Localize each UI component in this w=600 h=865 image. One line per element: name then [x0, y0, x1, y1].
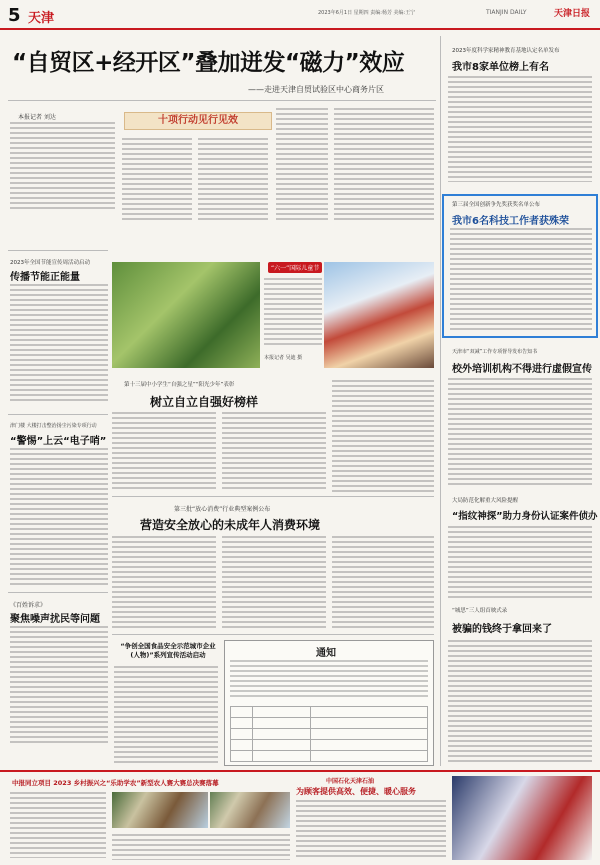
right-story1-text — [448, 76, 592, 182]
table-row-line — [230, 750, 428, 751]
lead-text-col4 — [276, 108, 328, 223]
right-story4-text — [448, 526, 592, 598]
page-header — [0, 0, 600, 30]
mid-story-text3 — [332, 536, 434, 628]
ad2-photo — [452, 776, 592, 860]
paper-name-latin: TIANJIN DAILY — [486, 9, 527, 16]
divider — [8, 414, 108, 415]
lead-text-col5 — [334, 108, 434, 223]
table-col-line — [252, 706, 253, 762]
photo-story-kicker: 第十三届中小学生“自强之星”“阳光少年”表彰 — [124, 382, 235, 388]
food-safety-text — [114, 666, 218, 764]
lead-text-col3 — [198, 138, 268, 220]
ad2-title: 为顾客提供高效、便捷、暖心服务 — [296, 787, 416, 796]
ad2-text — [296, 800, 446, 860]
notice-text — [230, 660, 428, 700]
ad2-kicker: 中国石化天津石油 — [326, 778, 375, 785]
photo-story-text1 — [112, 412, 216, 492]
right-story5-kicker: “城思”三人组首映式录 — [452, 608, 508, 614]
divider — [8, 592, 108, 593]
right-story1-title: 我市8家单位榜上有名 — [452, 62, 549, 73]
left-story1-title: 传播节能正能量 — [10, 272, 80, 283]
ad1-text2 — [112, 834, 290, 860]
divider — [8, 250, 108, 251]
section-name: 天津 — [28, 11, 55, 26]
column-divider — [440, 36, 441, 766]
lead-subhead: ——走进天津自贸试验区中心商务片区 — [248, 85, 384, 94]
photo-story-title: 树立自立自强好榜样 — [150, 395, 259, 409]
page-number: 5 — [8, 5, 21, 26]
table-row-line — [230, 717, 428, 718]
ad1-title: 中报同立项目 2023 乡村振兴之“乐助学农”新型农人赛大赛总决赛落幕 — [12, 779, 219, 787]
right-story3-kicker: 天津市“双减”工作专项督导发布告知书 — [452, 349, 538, 355]
paper-logo: 天津日报 — [554, 9, 591, 19]
right-story5-title: 被骗的钱终于拿回来了 — [452, 624, 552, 635]
ad1-photo2 — [210, 792, 290, 828]
greenhouse-photo — [112, 262, 260, 368]
food-safety-title: “争创全国食品安全示范城市企业(人物)”系列宣传活动启动 — [120, 642, 216, 659]
right-story2-kicker: 第三届全国创新争先奖获奖名单公布 — [452, 202, 541, 208]
ad1-photo — [112, 792, 208, 828]
table-row-line — [230, 728, 428, 729]
photo-tag: “六一”国际儿童节 — [268, 262, 322, 273]
lead-text-col2 — [122, 138, 192, 220]
left-story2-kicker: 津门楼 大楼打击整治扬尘污染专项行动 — [10, 423, 97, 429]
left-story3-kicker: 《百姓诉求》 — [10, 602, 47, 609]
table-row-line — [230, 739, 428, 740]
left-story3-title: 聚焦噪声扰民等问题 — [10, 614, 100, 625]
photo-story-text2 — [222, 412, 326, 492]
right-story1-kicker: 2023年度科学家精神教育基地认定名单发布 — [452, 48, 560, 54]
table-col-line — [310, 706, 311, 762]
mid-story-text1 — [112, 536, 216, 628]
mid-story-kicker: 第三批“放心消费”行业典型案例公布 — [174, 506, 271, 513]
mid-story-title: 营造安全放心的未成年人消费环境 — [140, 518, 321, 532]
right-story2-title: 我市6名科技工作者获殊荣 — [452, 216, 569, 227]
left-story1-kicker: 2023年全国节能宣传周活动启动 — [10, 260, 90, 266]
right-story5-text — [448, 640, 592, 764]
right-story4-title: “指纹神探”助力身份认证案件侦办 — [452, 511, 598, 522]
photo-story-text3 — [332, 380, 434, 492]
photo-caption: 本报记者 吴迪 摄 — [264, 355, 303, 361]
children-drum-photo — [324, 262, 434, 368]
mid-story-text2 — [222, 536, 326, 628]
divider — [112, 634, 434, 635]
right-story2-text — [450, 228, 592, 332]
divider — [8, 100, 436, 101]
left-story1-text — [10, 284, 108, 404]
right-story3-text — [448, 378, 592, 486]
left-story3-text — [10, 626, 108, 746]
notice-title: 通知 — [316, 648, 336, 659]
action-banner: 十项行动见行见效 — [124, 112, 272, 130]
photo-caption-text — [264, 278, 322, 348]
left-story2-text — [10, 448, 108, 588]
right-story4-kicker: 大局防范化解重大风险提醒 — [452, 498, 519, 504]
right-story3-title: 校外培训机构不得进行虚假宣传 — [452, 364, 592, 375]
date-line: 2023年6月1日 星期四 责编:杨芳 美编:王宁 — [318, 10, 416, 16]
lead-text-col1 — [10, 122, 115, 212]
ad1-text — [10, 792, 106, 858]
notice-table-frame — [230, 706, 428, 762]
lead-byline: 本报记者 刘达 — [18, 114, 56, 121]
divider — [112, 496, 434, 497]
notice-table — [230, 706, 428, 762]
left-story2-title: “警惕”上云“电子哨” — [10, 436, 107, 447]
lead-headline: “自贸区+经开区”叠加迸发“磁力”效应 — [12, 50, 405, 76]
